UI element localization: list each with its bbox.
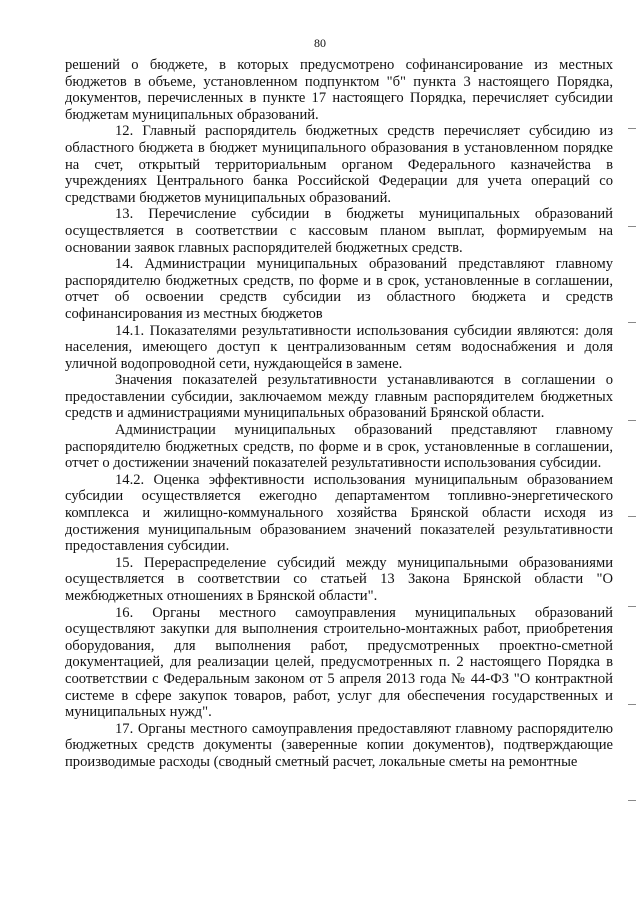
paragraph-16: 16. Органы местного самоуправления муниципальных образований осуществляют закупки для выполнения строительно-монтажных работ, приобретения оборудования, для выполнения работ, предусмотренных проектно-сметной документацией, для реализации целей, предусмотренных п. 2 настоящего Порядка в соответствии с Федеральным законом от 5 апреля 2013 года № 44-ФЗ "О контрактной системе в сфере закупок товаров, работ, услуг для обеспечения государственных и муниципальных нужд".	[65, 604, 613, 721]
page-number: 80	[314, 36, 326, 50]
scan-mark	[628, 704, 636, 705]
paragraph-14-1: 14.1. Показателями результативности использования субсидии являются: доля населения, имеющего доступ к централизованным сетям водоснабжения и доля уличной водопроводной сети, нуждающейся в замене.	[65, 322, 613, 372]
paragraph-continuation: решений о бюджете, в которых предусмотрено софинансирование из местных бюджетов в объеме, установленном подпунктом "б" пункта 3 настоящего Порядка, документов, перечисленных в пункте 17 настоящего Порядка, перечисляет субсидии бюджетам муниципальных образований.	[65, 57, 613, 123]
document-body	[65, 57, 613, 771]
scan-mark	[628, 420, 636, 421]
scan-margin-marks	[620, 0, 640, 905]
scan-mark	[628, 322, 636, 323]
paragraph-administrations-report: Администрации муниципальных образований представляют главному распорядителю бюджетных средств, по форме и в срок, установленные в соглашении, отчет о достижении значений показателей результативности использования субсидии.	[65, 422, 613, 472]
paragraph-13: 13. Перечисление субсидии в бюджеты муниципальных образований осуществляется в соответствии с кассовым планом выплат, формируемым на основании заявок главных распорядителей бюджетных средств.	[65, 206, 613, 256]
scan-mark	[628, 800, 636, 801]
paragraph-15: 15. Перераспределение субсидий между муниципальными образованиями осуществляется в соответствии со статьей 13 Закона Брянской области "О межбюджетных отношениях в Брянской области".	[65, 554, 613, 604]
paragraph-indicator-values: Значения показателей результативности устанавливаются в соглашении о предоставлении субсидии, заключаемом между главным распорядителем бюджетных средств и администрациями муниципальных образований Брянской области.	[65, 372, 613, 422]
paragraph-14: 14. Администрации муниципальных образований представляют главному распорядителю бюджетных средств, по форме и в срок, установленные в соглашении, отчет об освоении средств субсидии из областного бюджета и средств софинансирования из местных бюджетов	[65, 256, 613, 322]
scan-mark	[628, 226, 636, 227]
scan-mark	[628, 128, 636, 129]
paragraph-12: 12. Главный распорядитель бюджетных средств перечисляет субсидию из областного бюджета в бюджет муниципального образования в установленном порядке на счет, открытый территориальным органом Федерального казначейства в учреждениях Центрального банка Российской Федерации для учета операций со средствами бюджетов муниципальных образований.	[65, 123, 613, 206]
paragraph-14-2: 14.2. Оценка эффективности использования муниципальным образованием субсидии осуществляется ежегодно департаментом топливно-энергетического комплекса и жилищно-коммунального хозяйства Брянской области исходя из достижения муниципальным образованием значений показателей результативности предоставления субсидии.	[65, 471, 613, 555]
paragraph-17: 17. Органы местного самоуправления предоставляют главному распорядителю бюджетных средств документы (заверенные копии документов), подтверждающие производимые расходы (сводный сметный расчет, локальные сметы на ремонтные	[65, 720, 613, 770]
scan-mark	[628, 516, 636, 517]
scan-mark	[628, 606, 636, 607]
